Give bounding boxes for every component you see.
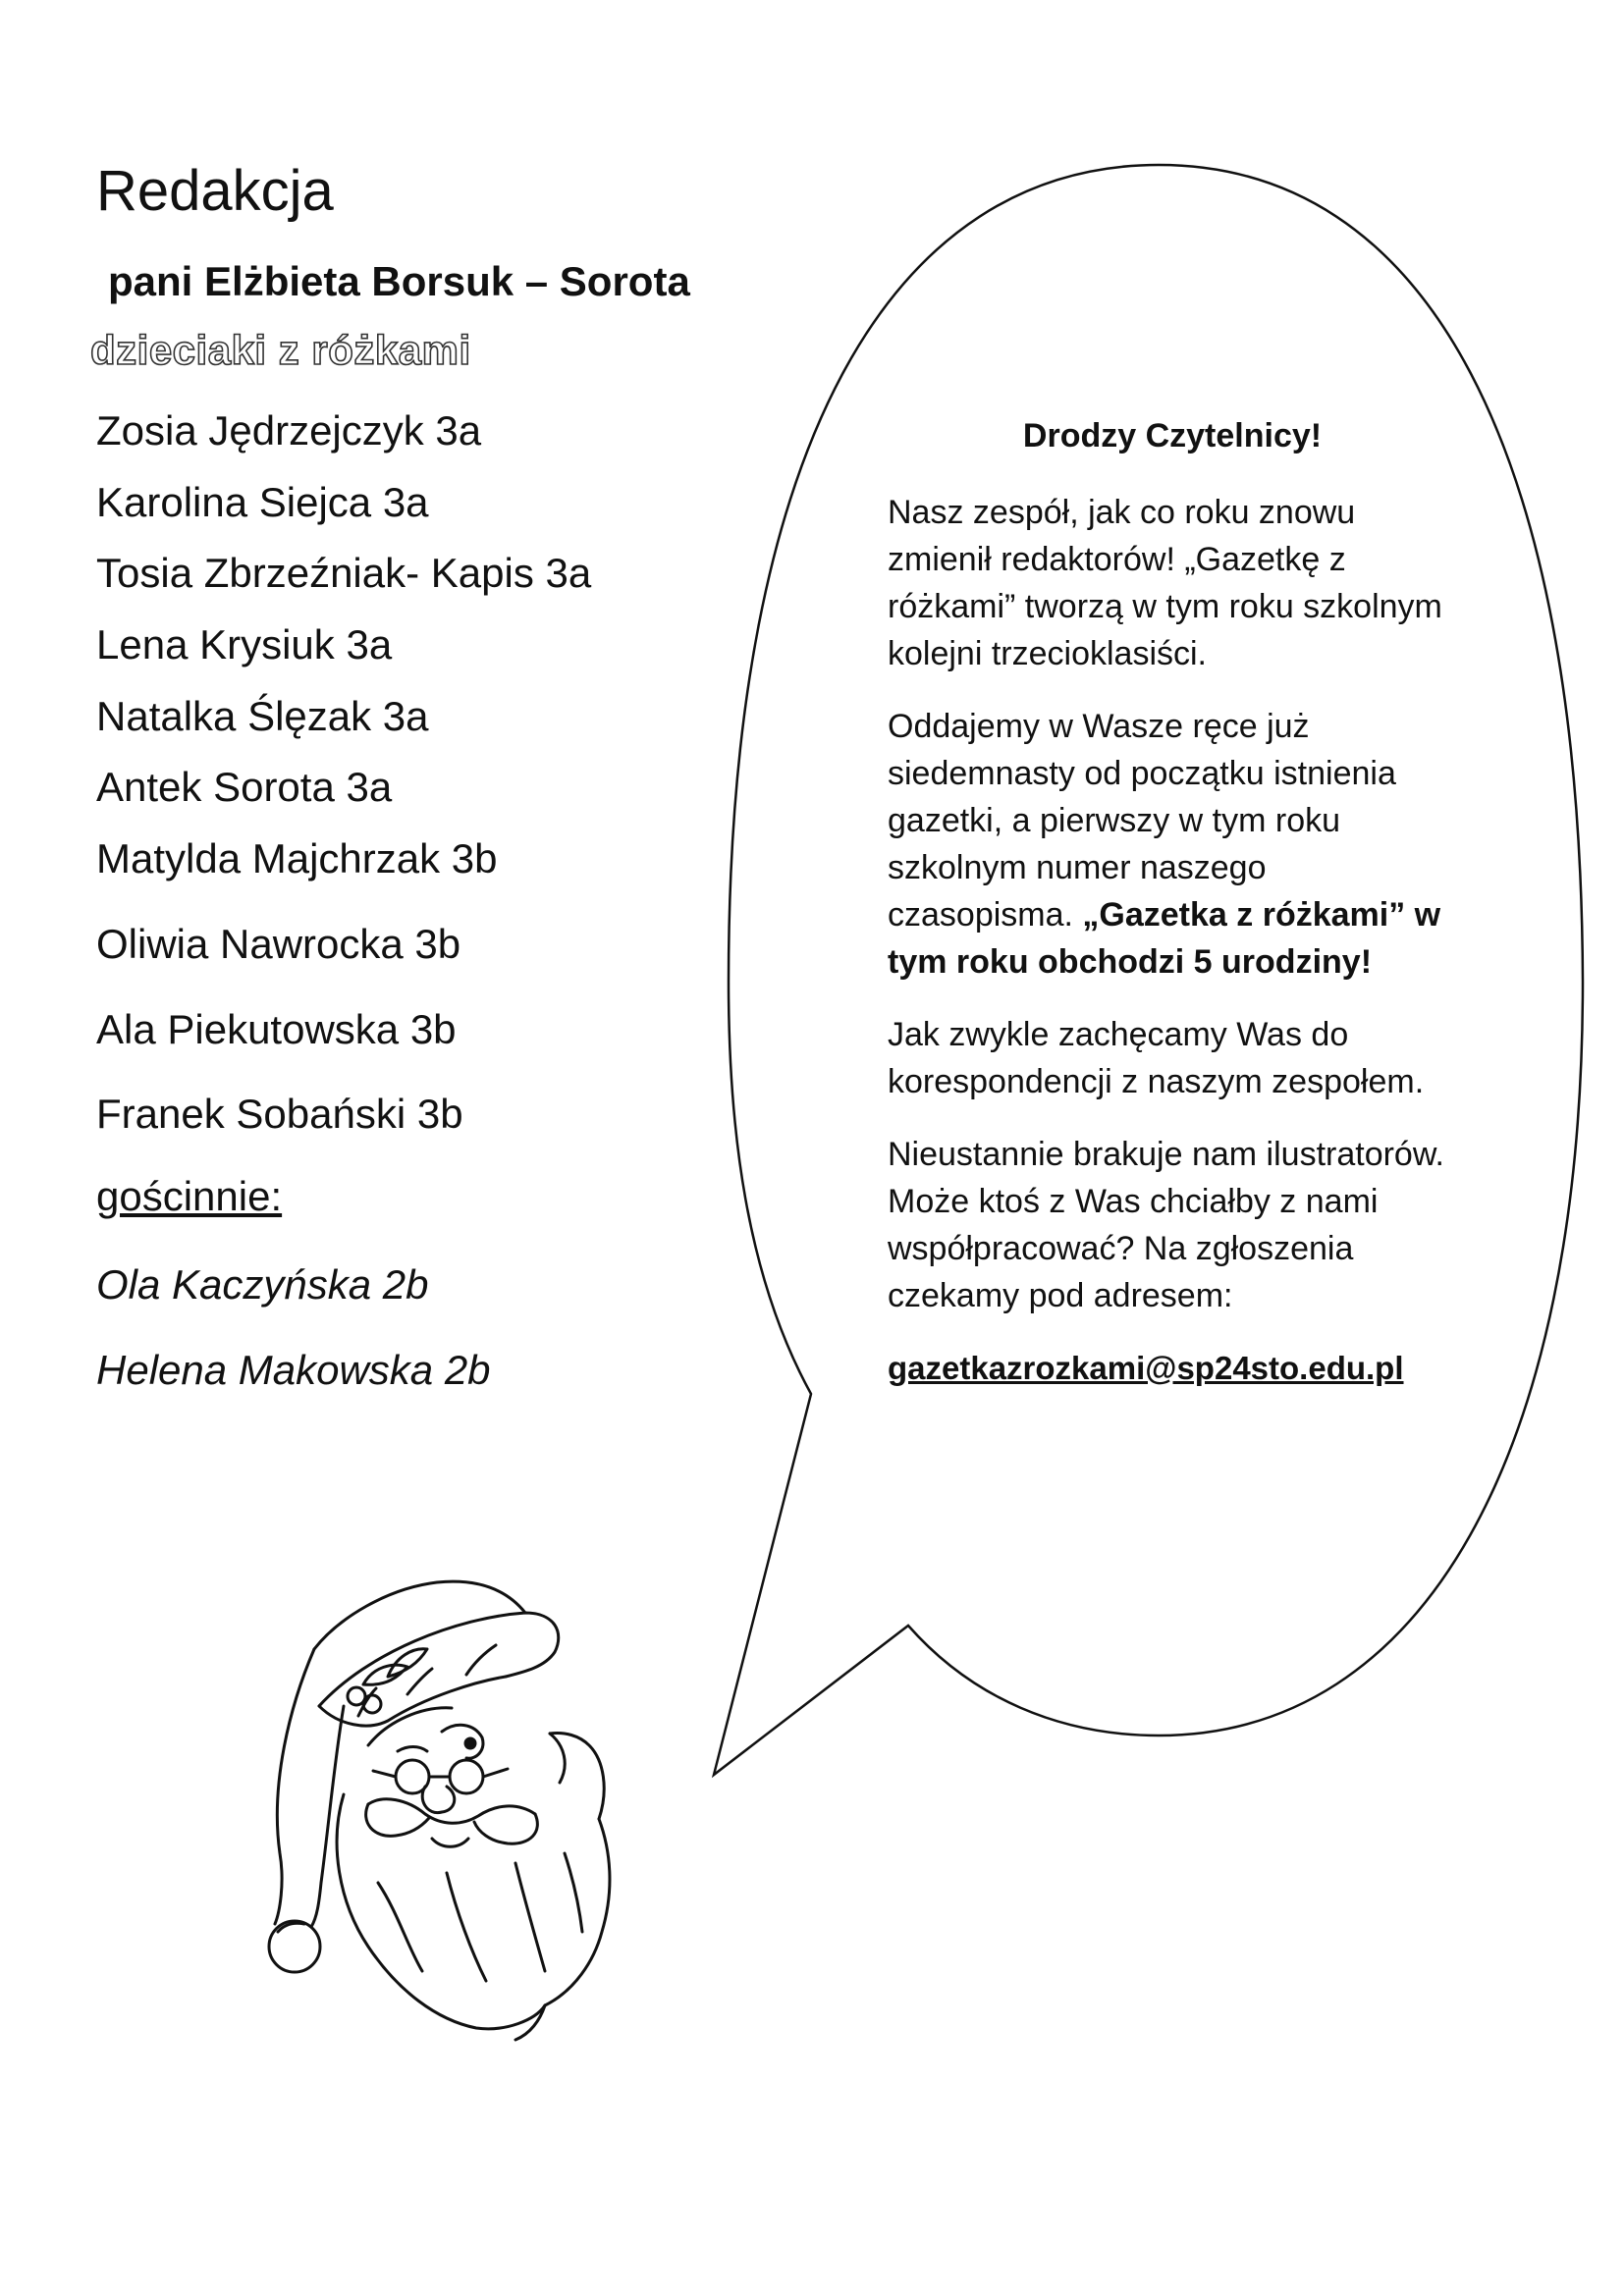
page-title: Redakcja: [96, 159, 334, 223]
member-item: Ala Piekutowska 3b: [96, 1006, 457, 1052]
anniversary-note: „Gazetka z różkami” w tym roku obchodzi 5 urodziny!: [888, 896, 1441, 981]
member-item: Antek Sorota 3a: [96, 764, 393, 810]
letter-paragraph: Jak zwykle zachęcamy Was do korespondencji z naszym zespołem.: [888, 1016, 1425, 1100]
letter-greeting: Drodzy Czytelnicy!: [1022, 417, 1323, 454]
member-item: Oliwia Nawrocka 3b: [96, 921, 461, 967]
member-item: Matylda Majchrzak 3b: [96, 835, 498, 881]
guest-item: Helena Makowska 2b: [96, 1347, 491, 1393]
member-item: Zosia Jędrzejczyk 3a: [96, 407, 482, 454]
member-item: Franek Sobański 3b: [96, 1091, 463, 1137]
member-item: Tosia Zbrzeźniak- Kapis 3a: [96, 550, 592, 596]
santa-claus-icon: [250, 1559, 692, 2050]
editor-name: pani Elżbieta Borsuk – Sorota: [108, 258, 690, 304]
member-item: Lena Krysiuk 3a: [96, 621, 393, 667]
letter-paragraph: [888, 703, 1457, 986]
member-item: Karolina Siejca 3a: [96, 479, 429, 525]
guest-item: Ola Kaczyńska 2b: [96, 1261, 429, 1308]
letter-text: [888, 412, 1457, 1392]
guests-label: gościnnie:: [96, 1173, 283, 1219]
letter-paragraph-text: Oddajemy w Wasze ręce już siedemnasty od początku istnienia gazetki, a pierwszy w tym roku szkolnym numer naszego czasopisma.: [888, 708, 1396, 934]
member-item: Natalka Ślęzak 3a: [96, 693, 429, 739]
letter-paragraph: Nieustannie brakuje nam ilustratorów. Może ktoś z Was chciałby z nami współpracować? Na zgłoszenia czekamy pod adresem:: [888, 1136, 1444, 1314]
letter-paragraph: Nasz zespół, jak co roku znowu zmienił redaktorów! „Gazetkę z różkami” tworzą w tym roku szkolnym kolejni trzecioklasiści.: [888, 494, 1442, 672]
group-title: dzieciaki z różkami: [90, 327, 471, 373]
contact-email-link[interactable]: gazetkazrozkami@sp24sto.edu.pl: [888, 1350, 1404, 1386]
